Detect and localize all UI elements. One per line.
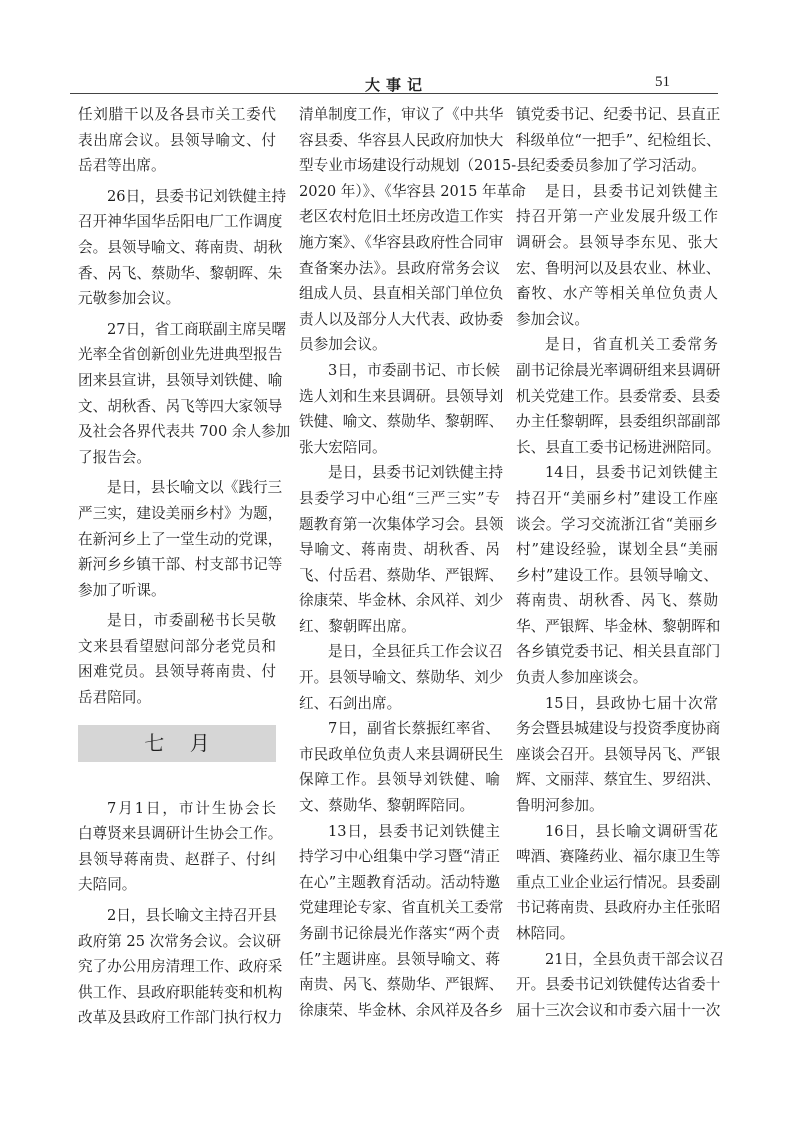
text-line: 保障工作。县领导刘铁健、喻 [299, 771, 500, 789]
text-line: 究了办公用房清理工作、政府采 [78, 958, 283, 976]
text-line: 岳君陪同。 [78, 689, 151, 707]
text-line: 供工作、县政府职能转变和机构 [78, 983, 283, 1001]
text-line: 26日，县委书记刘铁健主持 [107, 187, 287, 205]
text-line: 型专业市场建设行动规划（2015- [299, 157, 517, 175]
text-line: 各乡镇党委书记、相关县直部门 [516, 643, 721, 661]
entry-paragraph [299, 639, 504, 716]
text-line: 林陪同。 [516, 925, 575, 942]
text-line: 15日，县政协七届十次常 [545, 694, 718, 712]
entry-paragraph [516, 102, 721, 179]
text-line: 党建理论专家、省直机关工委常 [299, 899, 504, 917]
entry-paragraph [516, 460, 721, 690]
entry-paragraph [299, 716, 504, 818]
text-line: 务会暨县城建设与投资季度协商 [516, 720, 721, 738]
text-line: 7日，副省长蔡振红率省、 [328, 720, 500, 738]
text-line: 是日，省直机关工委常务 [545, 336, 718, 354]
text-line: 办主任黎朝晖，县委组织部副部 [516, 413, 721, 431]
text-line: 会。县领导喻文、蒋南贵、胡秋 [78, 238, 283, 256]
text-line: 啤酒、赛隆药业、福尔康卫生等 [516, 848, 721, 866]
text-column-2 [299, 102, 526, 1023]
entry-paragraph [516, 819, 721, 947]
entry-paragraph [299, 819, 504, 1024]
entry-paragraph [78, 796, 283, 898]
text-line: 徐康荣、毕金林、余风祥及各乡 [299, 1001, 504, 1019]
text-line: 任”主题讲座。县领导喻文、蒋 [299, 950, 500, 968]
entry-paragraph [299, 102, 526, 358]
text-line: 是日，县委书记刘铁健主持 [328, 464, 504, 482]
text-line: 任刘腊干以及各县市关工委代 [78, 106, 276, 123]
text-line: 白尊贤来县调研计生协会工作。 [78, 825, 283, 843]
text-line: 及社会各界代表共 700 余人参加 [78, 423, 291, 441]
text-line: 27日，省工商联副主席吴曙 [107, 320, 287, 338]
text-line: 蒋南贵、胡秋香、呙飞、蔡勋 [516, 592, 718, 610]
text-line: 召开神华国华岳阳电厂工作调度 [78, 213, 283, 231]
text-line: 清单制度工作，审议了《中共华 [299, 106, 504, 123]
text-line: 了报告会。 [78, 448, 151, 466]
page-number: 51 [655, 74, 670, 90]
text-line: 南贵、呙飞、蔡勋华、严银辉、 [299, 976, 504, 994]
text-line: 开。县委书记刘铁健传达省委十 [516, 976, 721, 994]
text-line: 负责人参加座谈会。 [516, 669, 648, 687]
text-line: 是日，全县征兵工作会议召 [328, 643, 504, 661]
text-line: 市民政单位负责人来县调研民生 [299, 745, 504, 763]
text-line: 徐康荣、毕金林、余风祥、刘少 [299, 592, 504, 610]
text-line: 岳君等出席。 [78, 157, 166, 175]
text-line: 飞、付岳君、蔡勋华、严银辉、 [299, 566, 504, 584]
text-line: 员参加会议。 [299, 336, 387, 354]
text-line: 书记蒋南贵、县政府办主任张昭 [516, 899, 721, 917]
text-line: 3日，市委副书记、市长候 [328, 361, 500, 379]
text-line: 张大宏陪同。 [299, 438, 387, 456]
text-column-3 [516, 102, 725, 1023]
text-line: 机关党建工作。县委常委、县委 [516, 387, 721, 405]
text-line: 辉、文丽萍、蔡宜生、罗绍洪、 [516, 771, 721, 789]
text-line: 导喻文、蒋南贵、胡秋香、呙 [299, 541, 500, 559]
text-line: 铁健、喻文、蔡勋华、黎朝晖、 [299, 413, 504, 431]
text-line: 21日，全县负责干部会议召 [545, 950, 725, 968]
text-line: 夫陪同。 [78, 876, 137, 894]
text-line: 困难党员。县领导蒋南贵、付 [78, 663, 276, 681]
text-line: 是日，县长喻文以《践行三 [107, 479, 283, 497]
text-line: 副书记徐晨光率调研组来县调研 [516, 361, 721, 379]
entry-paragraph [299, 460, 504, 639]
text-line: 13日，县委书记刘铁健主 [328, 822, 500, 840]
text-line: 14日，县委书记刘铁健主 [545, 464, 718, 482]
text-line: 镇党委书记、纪委书记、县直正 [516, 106, 721, 123]
text-line: 查备案办法》。县政府常务会议 [299, 259, 500, 277]
text-line: 乡村”建设工作。县领导喻文、 [516, 566, 718, 584]
text-line: 持学习中心组集中学习暨“清正 [299, 848, 500, 866]
text-line: 座谈会召开。县领导呙飞、严银 [516, 745, 721, 763]
text-line: 华、严银辉、毕金林、黎朝晖和 [516, 617, 721, 635]
header-divider [70, 93, 718, 94]
text-line: 县纪委委员参加了学习活动。 [516, 157, 706, 175]
entry-paragraph [299, 358, 504, 460]
text-line: 红、黎朝晖出席。 [299, 617, 416, 635]
text-line: 是日，县委书记刘铁健主 [545, 182, 718, 200]
text-line: 文、蔡勋华、黎朝晖陪同。 [299, 797, 475, 815]
month-heading: 七 月 [78, 725, 276, 762]
text-line: 畜牧、水产等相关单位负责人 [516, 285, 718, 303]
text-line: 鲁明河参加。 [516, 797, 604, 815]
text-line: 红、石剑出席。 [299, 694, 402, 712]
text-line: 题教育第一次集体学习会。县领 [299, 515, 504, 533]
text-line: 参加会议。 [516, 310, 589, 328]
text-line: 表出席会议。县领导喻文、付 [78, 131, 276, 149]
text-line: 责人以及部分人大代表、政协委 [299, 310, 504, 328]
entry-paragraph [78, 184, 287, 312]
entry-paragraph [516, 947, 725, 1024]
text-line: 容县委、华容县人民政府加快大 [299, 131, 504, 149]
text-line: 持召开“美丽乡村”建设工作座 [516, 489, 718, 507]
text-line: 调研会。县领导李东见、张大 [516, 233, 718, 251]
text-line: 政府第 25 次常务会议。会议研 [78, 932, 281, 950]
text-line: 在新河乡上了一堂生动的党课， [78, 530, 283, 548]
entry-paragraph [516, 691, 721, 819]
text-line: 严三实，建设美丽乡村》为题， [78, 504, 283, 522]
text-line: 是日，市委副秘书长吴敬 [107, 612, 276, 630]
text-line: 改革及县政府工作部门执行权力 [78, 1009, 283, 1027]
text-line: 长、县直工委书记杨进洲陪同。 [516, 438, 721, 456]
entry-paragraph [516, 332, 721, 460]
text-line: 7月1日，市计生协会长 [107, 799, 276, 817]
text-line: 开。县领导喻文、蔡勋华、刘少 [299, 669, 504, 687]
text-line: 参加了听课。 [78, 581, 166, 599]
text-line: 县委学习中心组“三严三实”专 [299, 489, 500, 507]
text-line: 光率全省创新创业先进典型报告 [78, 346, 283, 364]
text-line: 16日，县长喻文调研雪花 [545, 822, 718, 840]
text-line: 施方案》、《华容县政府性合同审 [299, 233, 504, 251]
entry-paragraph [78, 903, 283, 1031]
text-line: 组成人员、县直相关部门单位负 [299, 285, 504, 303]
text-line: 在心”主题教育活动。活动特邀 [299, 873, 500, 891]
text-line: 选人刘和生来县调研。县领导刘 [299, 387, 504, 405]
entry-paragraph [78, 317, 291, 471]
text-line: 务副书记徐晨光作落实“两个责 [299, 925, 500, 942]
text-line: 文来县看望慰问部分老党员和 [78, 637, 276, 655]
text-line: 持召开第一产业发展升级工作 [516, 208, 718, 226]
entry-paragraph [78, 475, 283, 603]
entry-paragraph [516, 179, 721, 333]
text-line: 2日，县长喻文主持召开县 [107, 907, 277, 925]
text-line: 团来县宣讲，县领导刘铁健、喻 [78, 371, 283, 389]
entry-paragraph [78, 102, 276, 179]
text-line: 文、胡秋香、呙飞等四大家领导 [78, 397, 283, 415]
text-line: 新河乡乡镇干部、村支部书记等 [78, 556, 283, 574]
text-line: 谈会。学习交流浙江省“美丽乡 [516, 515, 718, 533]
text-line: 2020 年）》、《华容县 2015 年革命 [299, 182, 526, 200]
text-line: 老区农村危旧土坯房改造工作实 [299, 208, 504, 226]
text-column-1 [78, 102, 291, 1031]
text-line: 县领导蒋南贵、赵群子、付纠 [78, 850, 276, 868]
text-line: 届十三次会议和市委六届十一次 [516, 1001, 721, 1019]
running-header-title: 大事记 [364, 76, 428, 94]
text-line: 村”建设经验，谋划全县“美丽 [516, 541, 718, 559]
text-line: 科级单位“一把手”、纪检组长、 [516, 131, 721, 149]
entry-paragraph [78, 608, 276, 710]
text-line: 宏、鲁明河以及县农业、林业、 [516, 259, 721, 277]
text-line: 香、呙飞、蔡勋华、黎朝晖、朱 [78, 264, 283, 282]
text-line: 元敬参加会议。 [78, 290, 181, 308]
text-line: 重点工业企业运行情况。县委副 [516, 873, 721, 891]
